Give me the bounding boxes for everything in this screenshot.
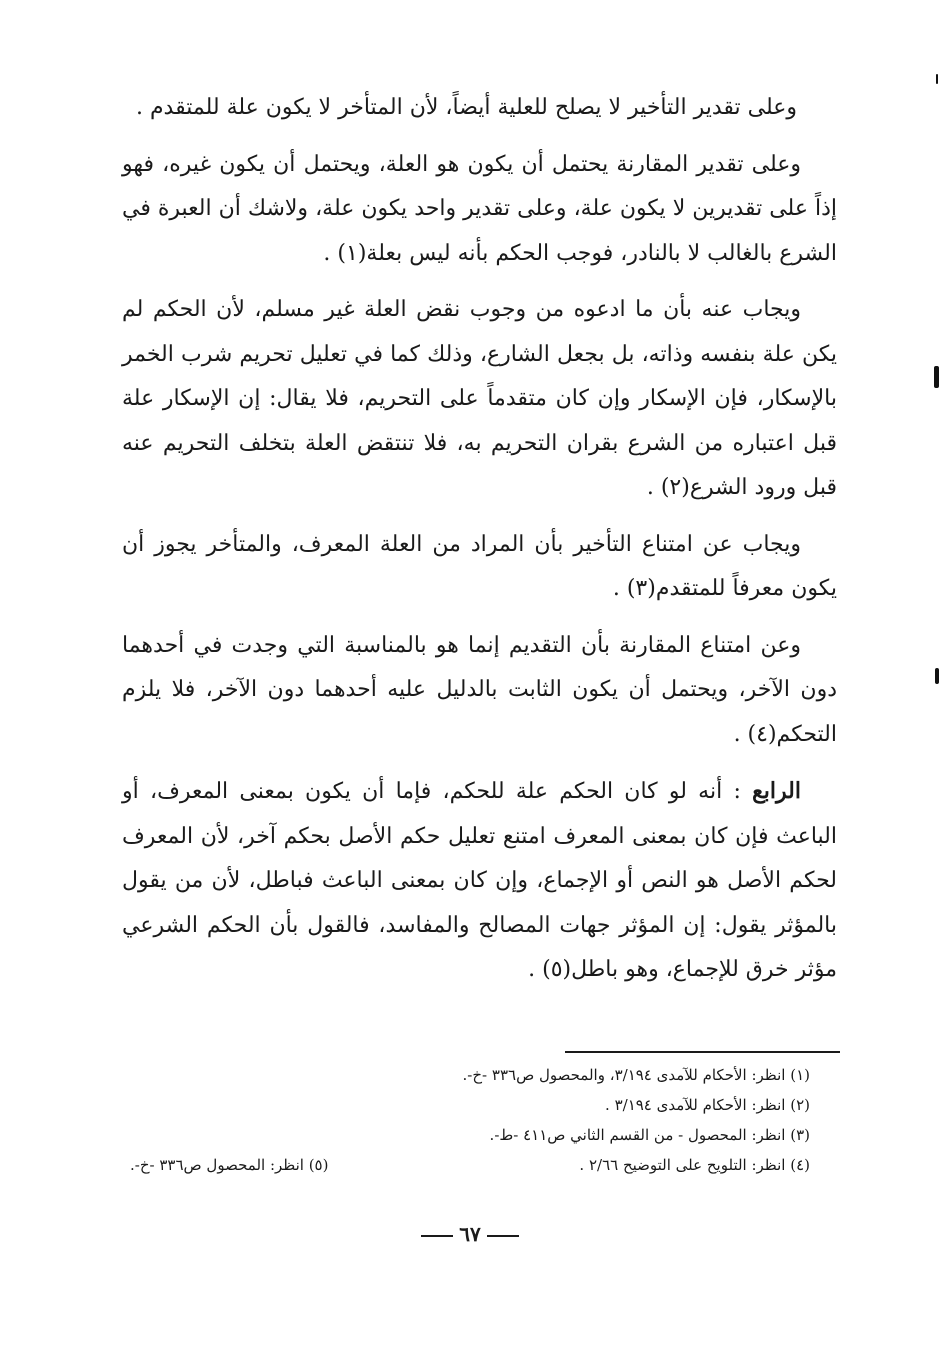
paragraph-3: ويجاب عنه بأن ما ادعوه من وجوب نقض العلة غير مسلم، لأن الحكم لم يكن علة بنفسه وذاته، بل بجعل الشارع، وذلك كما في تعليل تحريم شرب الخمر بالإسكار، فإن الإسكار وإن كان متقدماً على التحريم، فلا يقال: إن الإسكار علة قبل اعتباره من الشرع بقران التحريم به، فلا تنتقض العلة بتخلف التحريم عنه قبل ورود الشرع(٢) . (122, 297, 837, 500)
paragraph-5: وعن امتناع المقارنة بأن التقديم إنما هو بالمناسبة التي وجدت في أحدهما دون الآخر، ويحتمل أن يكون الثابت بالدليل عليه أحدهما دون الآخر، فلا يلزم التحكم(٤) . (122, 632, 837, 747)
footnotes (130, 1060, 810, 1180)
paragraph-2: وعلى تقدير المقارنة يحتمل أن يكون هو العلة، ويحتمل أن يكون غيره، فهو إذاً على تقديرين لا يكون علة، وعلى تقدير واحد يكون علة، ولاشك أن العبرة في الشرع بالغالب لا بالنادر، فوجب الحكم بأنه ليس بعلة(١) . (122, 151, 837, 266)
paragraph-6 (122, 769, 837, 993)
section-keyword: الرابع (752, 778, 801, 804)
footnote-2: (٢) انظر: الأحكام للآمدى ٣/١٩٤ . (605, 1096, 810, 1114)
footnote-divider (565, 1051, 840, 1053)
footnote-row-4-5 (130, 1150, 810, 1180)
footnote-5: (٥) انظر: المحصول ص٣٣٦ -خ-. (130, 1156, 329, 1174)
footnote-1: (١) انظر: الأحكام للآمدى ٣/١٩٤، والمحصول ص٣٣٦ -خ-. (462, 1066, 810, 1084)
section-text: : أنه لو كان الحكم علة للحكم، فإما أن يكون بمعنى المعرف، أو الباعث فإن كان بمعنى المعرف امتنع تعليل حكم الأصل بحكم آخر، لأن المعرف لحكم الأصل هو النص أو الإجماع، وإن كان بمعنى الباعث فباطل، لأن من يقول بالمؤثر يقول: إن المؤثر جهات المصالح والمفاسد، فالقول بأن الحكم الشرعي مؤثر خرق للإجماع، وهو باطل(٥) . (122, 779, 837, 982)
page-number-value: ٦٧ (459, 1222, 481, 1246)
scan-edge-mark (935, 668, 939, 684)
paragraph-4: ويجاب عن امتناع التأخير بأن المراد من العلة المعرف، والمتأخر يجوز أن يكون معرفاً للمتقدم(٣) . (122, 531, 837, 601)
page-number-dash-left (421, 1235, 453, 1237)
paragraph-1: وعلى تقدير التأخير لا يصلح للعلية أيضاً، لأن المتأخر لا يكون علة للمتقدم . (135, 95, 797, 120)
scan-edge-mark (936, 74, 938, 84)
footnote-3: (٣) انظر: المحصول - من القسم الثاني ص٤١١ -ط-. (489, 1126, 810, 1144)
main-text (122, 86, 837, 1005)
page-number-dash-right (487, 1235, 519, 1237)
page-number (0, 1222, 940, 1246)
scan-edge-mark (934, 366, 939, 388)
footnote-4: (٤) انظر: التلويح على التوضيح ٢/٦٦ . (579, 1156, 810, 1174)
